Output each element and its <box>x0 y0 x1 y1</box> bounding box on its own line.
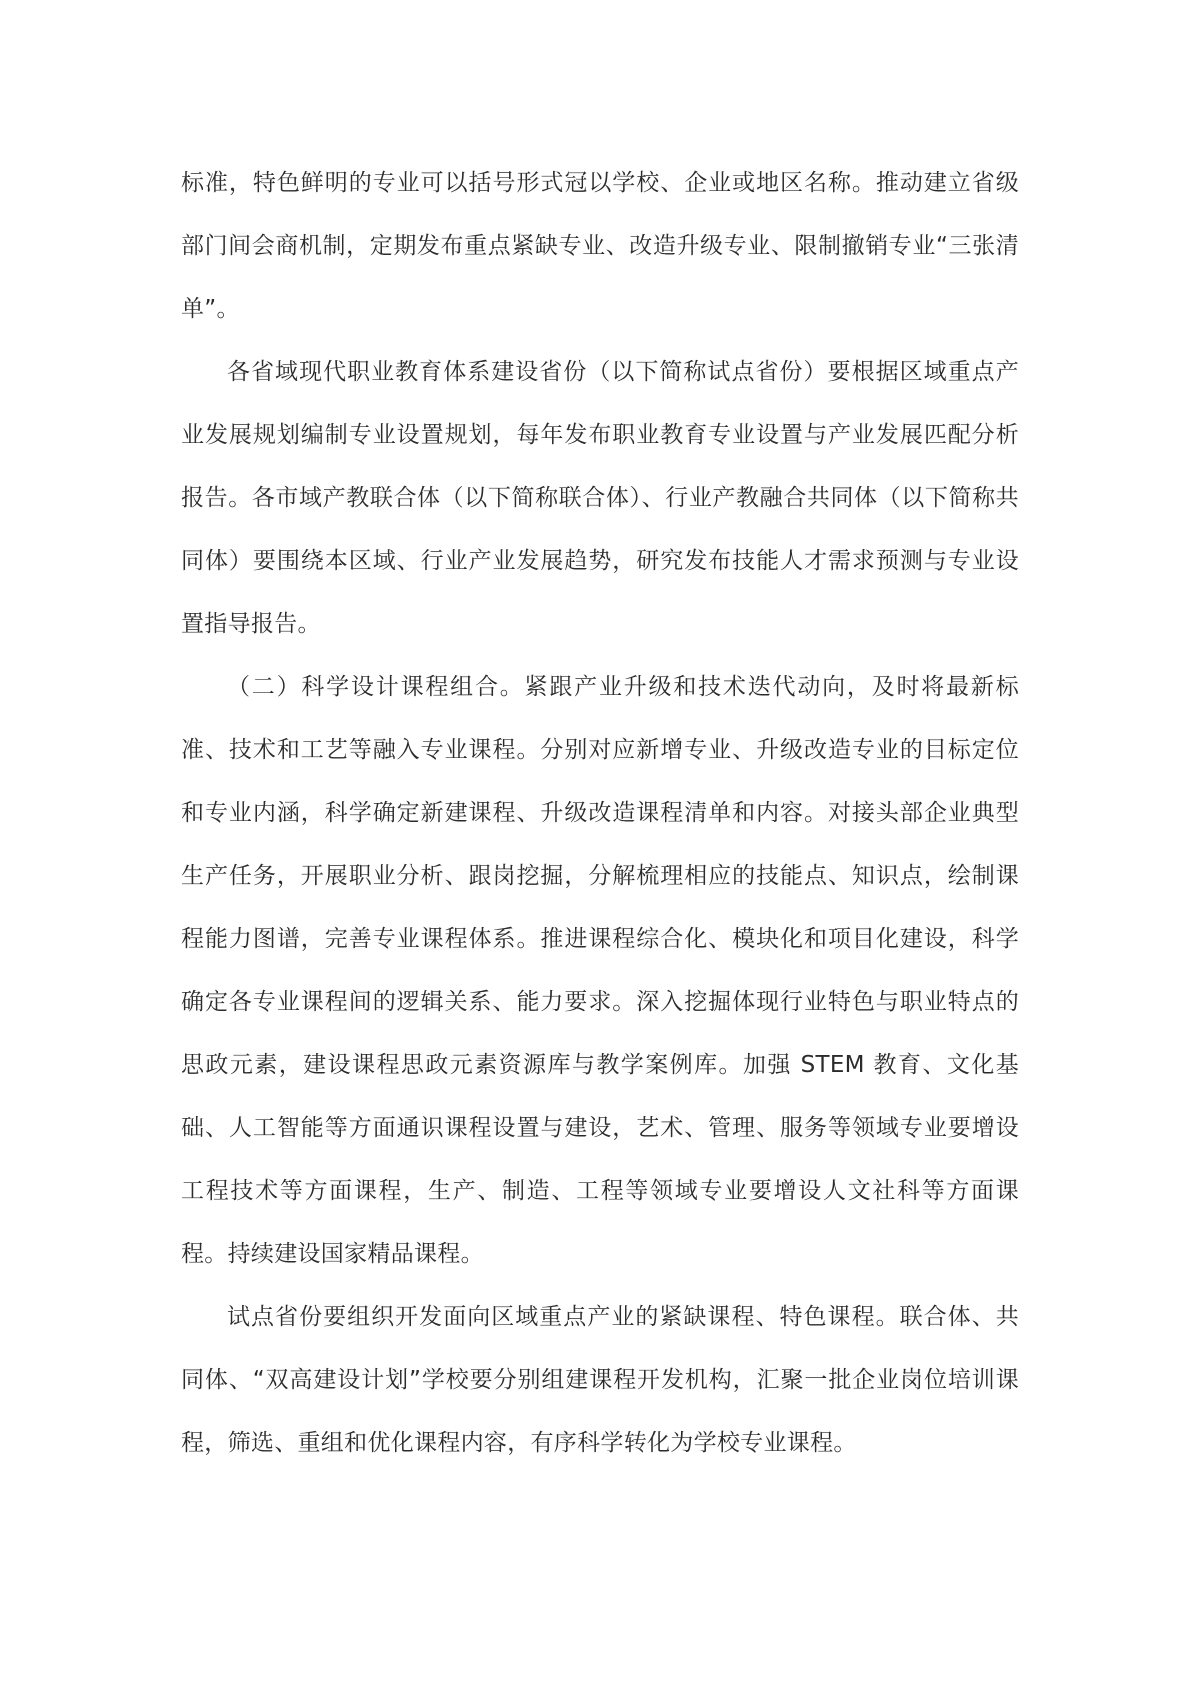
document-body <box>181 152 1019 1475</box>
paragraph-4: 试点省份要组织开发面向区域重点产业的紧缺课程、特色课程。联合体、共同体、“双高建设计划”学校要分别组建课程开发机构，汇聚一批企业岗位培训课程，筛选、重组和优化课程内容，有序科学转化为学校专业课程。 <box>181 1304 1019 1456</box>
paragraph-3: （二）科学设计课程组合。紧跟产业升级和技术迭代动向，及时将最新标准、技术和工艺等融入专业课程。分别对应新增专业、升级改造专业的目标定位和专业内涵，科学确定新建课程、升级改造课程清单和内容。对接头部企业典型生产任务，开展职业分析、跟岗挖掘，分解梳理相应的技能点、知识点，绘制课程能力图谱，完善专业课程体系。推进课程综合化、模块化和项目化建设，科学确定各专业课程间的逻辑关系、能力要求。深入挖掘体现行业特色与职业特点的思政元素，建设课程思政元素资源库与教学案例库。加强 STEM 教育、文化基础、人工智能等方面通识课程设置与建设，艺术、管理、服务等领域专业要增设工程技术等方面课程，生产、制造、工程等领域专业要增设人文社科等方面课程。持续建设国家精品课程。 <box>181 674 1019 1267</box>
paragraph-2: 各省域现代职业教育体系建设省份（以下简称试点省份）要根据区域重点产业发展规划编制专业设置规划，每年发布职业教育专业设置与产业发展匹配分析报告。各市域产教联合体（以下简称联合体）、行业产教融合共同体（以下简称共同体）要围绕本区域、行业产业发展趋势，研究发布技能人才需求预测与专业设置指导报告。 <box>181 359 1019 637</box>
paragraph-1: 标准，特色鲜明的专业可以括号形式冠以学校、企业或地区名称。推动建立省级部门间会商机制，定期发布重点紧缺专业、改造升级专业、限制撤销专业“三张清单”。 <box>181 170 1019 322</box>
